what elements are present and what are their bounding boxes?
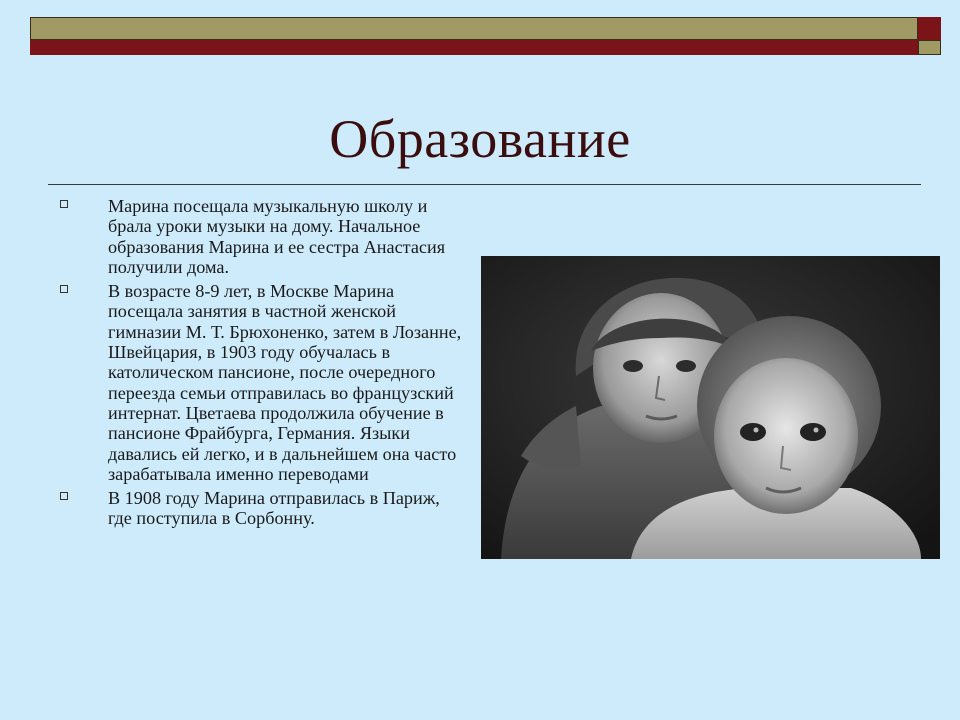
header-square-olive <box>918 40 941 55</box>
bullet-item <box>58 488 468 529</box>
title-divider <box>48 184 921 185</box>
photo-two-children <box>481 256 940 559</box>
bullet-item <box>58 196 468 277</box>
bullet-text: В 1908 году Марина отправилась в Париж, где поступила в Сорбонну. <box>108 488 440 529</box>
header-bar-maroon <box>30 40 918 55</box>
bullet-item <box>58 281 468 484</box>
bullet-list <box>58 196 468 533</box>
square-bullet-icon <box>60 200 68 208</box>
photo-illustration <box>481 256 940 559</box>
square-bullet-icon <box>60 492 68 500</box>
square-bullet-icon <box>60 285 68 293</box>
slide-title: Образование <box>329 109 631 169</box>
header-square-maroon <box>918 17 941 40</box>
bullet-text: Марина посещала музыкальную школу и брала уроки музыки на дому. Начальное образования Марина и ее сестра Анастасия получили дома. <box>108 196 446 277</box>
bullet-text: В возрасте 8-9 лет, в Москве Марина посещала занятия в частной женской гимназии М. Т. Брюхоненко, затем в Лозанне, Швейцария, в 1903 году обучалась в католическом пансионе, после очередного переезда семьи отправилась во французский интернат. Цветаева продолжила обучение в пансионе Фрайбурга, Германия. Языки давались ей легко, и в дальнейшем она часто зарабатывала именно переводами <box>108 281 462 484</box>
header-bar-olive <box>30 17 918 40</box>
